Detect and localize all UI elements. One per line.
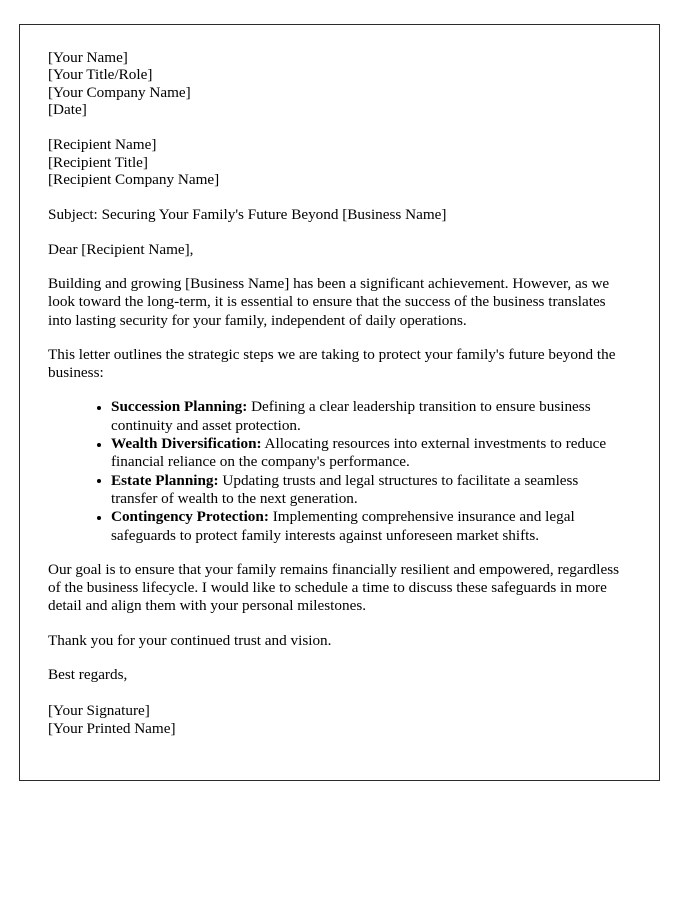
recipient-title: [Recipient Title] xyxy=(48,153,148,171)
recipient-company: [Recipient Company Name] xyxy=(48,170,220,188)
spacer-before-paragraph-1 xyxy=(48,259,628,275)
letter-content xyxy=(48,49,628,737)
list-item-text: Updating trusts and legal structures to facilitate a seamless transfer of wealth to the next generation. xyxy=(111,471,579,507)
body-paragraph-3: Our goal is to ensure that your family remains financially resilient and empowered, regardless of the business lifecycle. I would like to schedule a time to discuss these safeguards in more detail and align them with your personal milestones. xyxy=(48,560,620,615)
signature-block xyxy=(48,702,628,737)
list-item-label: Wealth Diversification: xyxy=(111,435,262,453)
bullet-point-icon xyxy=(97,406,101,410)
list-item xyxy=(73,508,628,545)
list-item xyxy=(73,398,628,435)
list-item-text: Implementing comprehensive insurance and legal safeguards to protect family interests against unforeseen market shifts. xyxy=(111,508,575,544)
letter-date: [Date] xyxy=(48,101,87,119)
list-item-text: Allocating resources into external investments to reduce financial reliance on the company's performance. xyxy=(111,435,607,471)
body-paragraph-2: This letter outlines the strategic steps we are taking to protect your family's future beyond the business: xyxy=(48,345,616,382)
subject-line: Subject: Securing Your Family's Future Beyond [Business Name] xyxy=(48,206,447,224)
closing-line: Best regards, xyxy=(48,665,128,683)
bullet-point-icon xyxy=(97,516,101,520)
body-paragraph-4: Thank you for your continued trust and vision. xyxy=(48,631,332,649)
sender-address-block xyxy=(48,49,628,119)
spacer-before-subject xyxy=(48,188,628,206)
spacer-before-closing xyxy=(48,650,628,666)
spacer-after-list xyxy=(48,545,628,561)
spacer-before-signature xyxy=(48,684,628,702)
spacer-after-sender xyxy=(48,119,628,137)
sender-name: [Your Name] xyxy=(48,49,128,66)
list-item-label: Estate Planning: xyxy=(111,471,219,489)
spacer-before-list xyxy=(48,382,628,398)
spacer-before-salutation xyxy=(48,225,628,241)
spacer-before-paragraph-2 xyxy=(48,330,628,346)
list-item-label: Contingency Protection: xyxy=(111,508,269,526)
sender-title: [Your Title/Role] xyxy=(48,66,153,84)
recipient-address-block xyxy=(48,136,628,188)
spacer-before-paragraph-4 xyxy=(48,616,628,632)
list-item-label: Succession Planning: xyxy=(111,398,248,416)
bullet-point-icon xyxy=(97,479,101,483)
recipient-name: [Recipient Name] xyxy=(48,136,157,154)
strategic-steps-list xyxy=(48,398,628,544)
body-paragraph-1: Building and growing [Business Name] has been a significant achievement. However, as we look toward the long-term, it is essential to ensure that the success of the business translates into lasting security for your family, independent of daily operations. xyxy=(48,274,610,329)
signature-placeholder: [Your Signature] xyxy=(48,702,150,720)
bullet-point-icon xyxy=(97,443,101,447)
printed-name-placeholder: [Your Printed Name] xyxy=(48,719,176,737)
list-item-text: Defining a clear leadership transition to ensure business continuity and asset protection. xyxy=(111,398,591,434)
list-item xyxy=(73,435,628,472)
letter-page-border xyxy=(19,24,660,781)
salutation: Dear [Recipient Name], xyxy=(48,240,194,258)
list-item xyxy=(73,472,628,509)
sender-company: [Your Company Name] xyxy=(48,83,191,101)
